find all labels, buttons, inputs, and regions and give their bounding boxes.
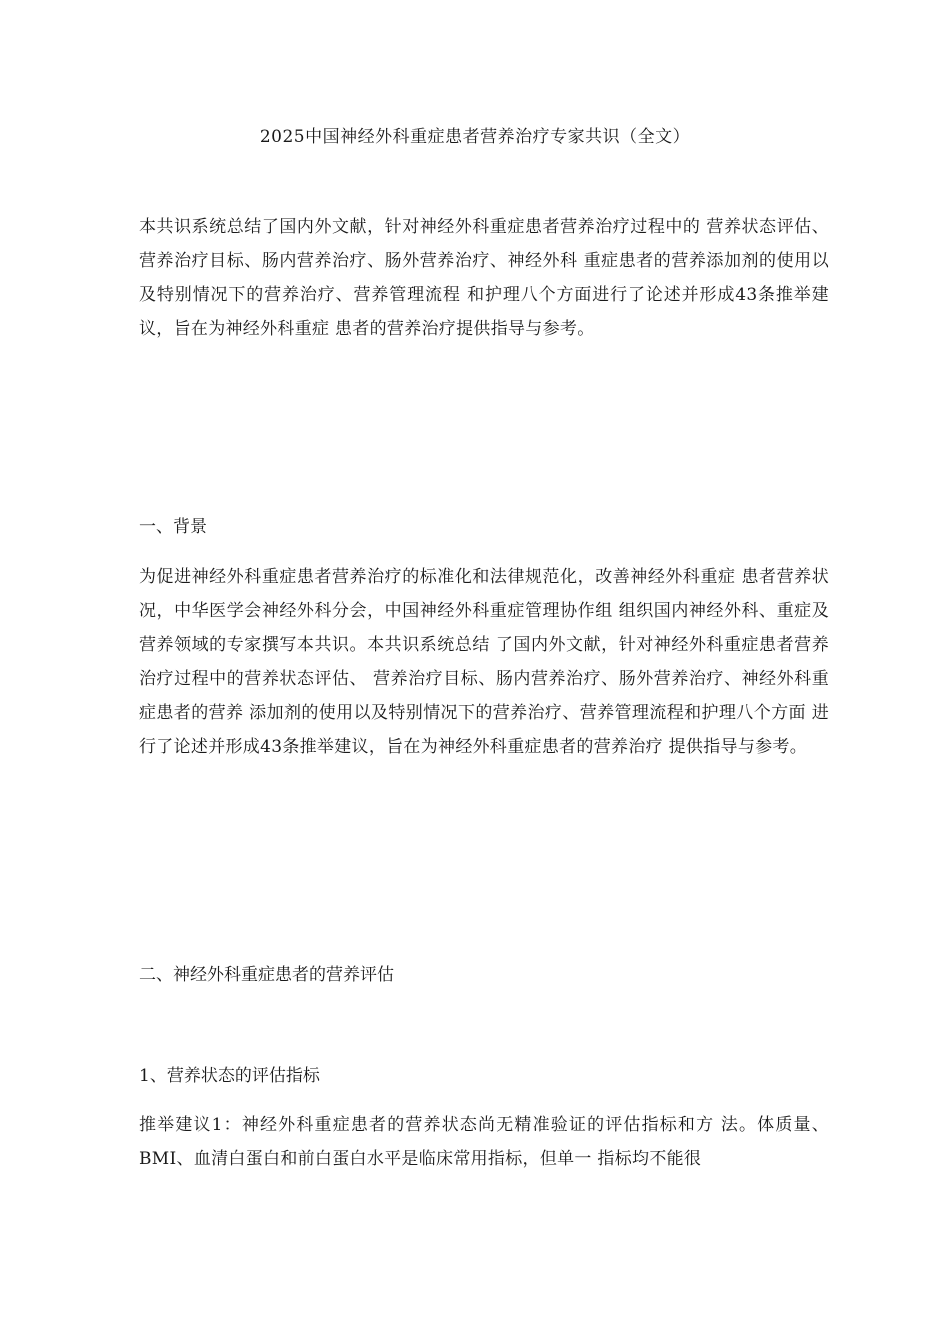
- recommendation-1-paragraph: 推举建议1：神经外科重症患者的营养状态尚无精准验证的评估指标和方 法。体质量、BMI、血清白蛋白和前白蛋白水平是临床常用指标，但单一 指标均不能很: [139, 1115, 829, 1169]
- section-heading-nutrition-assessment: 二、神经外科重症患者的营养评估: [139, 965, 394, 985]
- abstract-paragraph: 本共识系统总结了国内外文献，针对神经外科重症患者营养治疗过程中的 营养状态评估、营养治疗目标、肠内营养治疗、肠外营养治疗、神经外科 重症患者的营养添加剂的使用以及特别情况下的营养治疗、营养管理流程 和护理八个方面进行了论述并形成43条推举建议，旨在为神经外科重症 患者的营养治疗提供指导与参考。: [139, 217, 829, 339]
- section-heading-background: 一、背景: [139, 517, 207, 537]
- document-title: 2025中国神经外科重症患者营养治疗专家共识（全文）: [259, 127, 691, 147]
- background-paragraph: 为促进神经外科重症患者营养治疗的标准化和法律规范化，改善神经外科重症 患者营养状况，中华医学会神经外科分会，中国神经外科重症管理协作组 组织国内神经外科、重症及营养领域的专家撰写本共识。本共识系统总结 了国内外文献，针对神经外科重症患者营养治疗过程中的营养状态评估、 营养治疗目标、肠内营养治疗、肠外营养治疗、神经外科重症患者的营养 添加剂的使用以及特别情况下的营养治疗、营养管理流程和护理八个方面 进行了论述并形成43条推举建议，旨在为神经外科重症患者的营养治疗 提供指导与参考。: [139, 567, 829, 757]
- subsection-heading-assessment-indicators: 1、营养状态的评估指标: [139, 1066, 320, 1086]
